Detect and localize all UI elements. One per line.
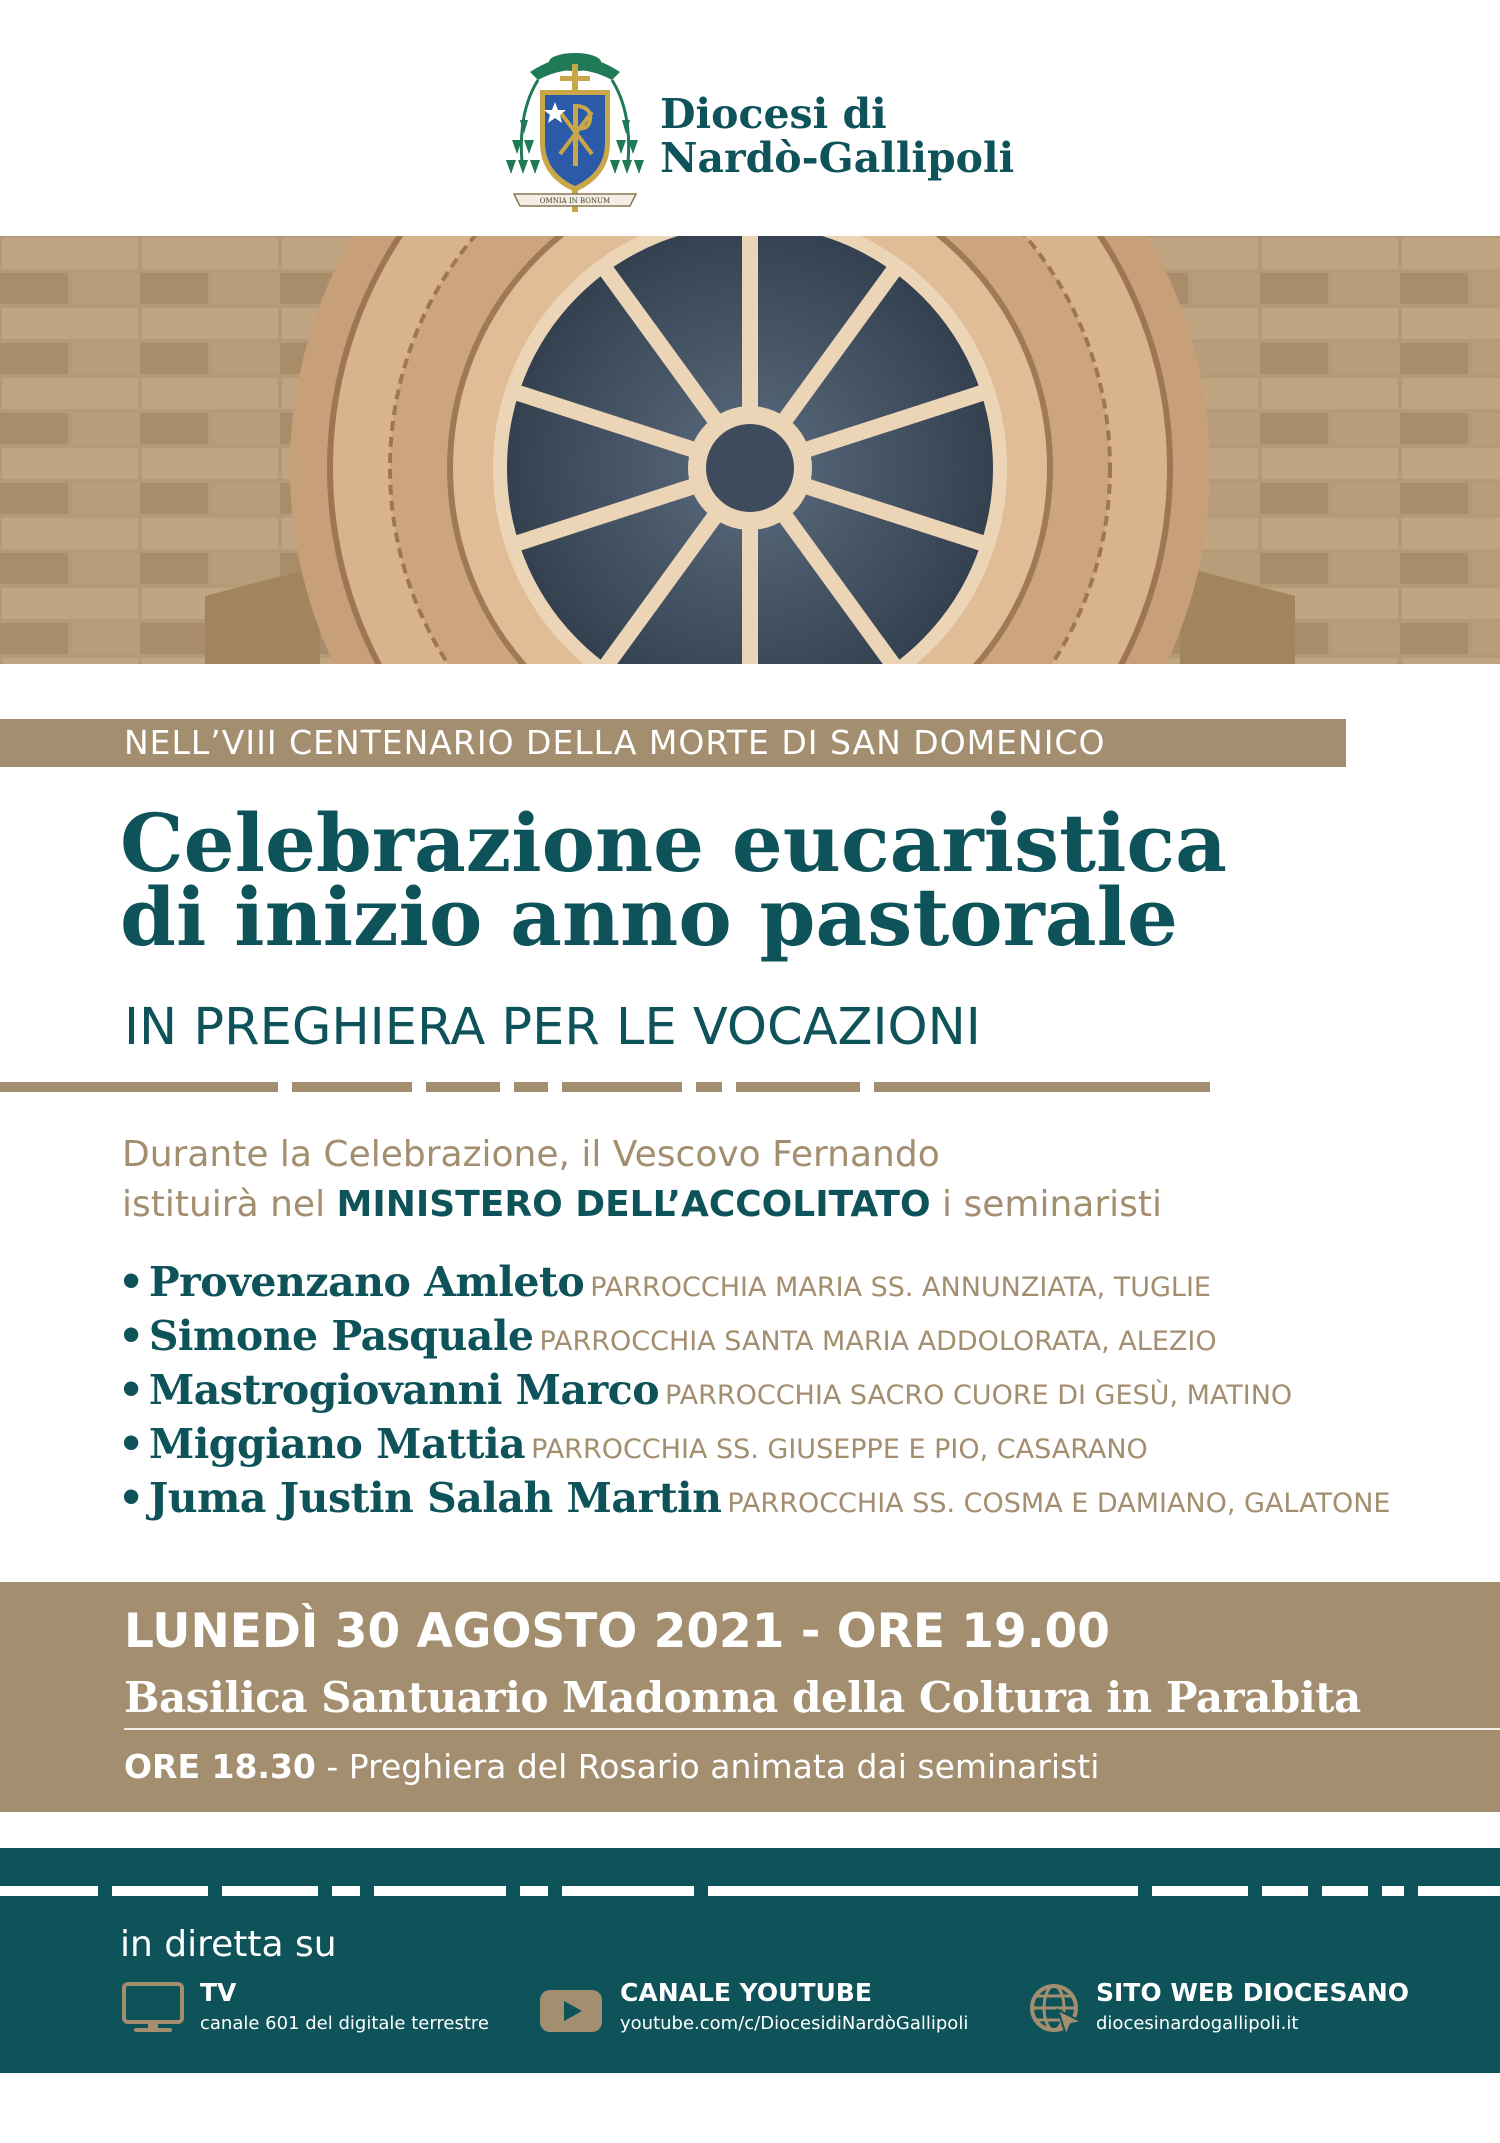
event-details-band: [0, 1582, 1500, 1812]
footer-divider: [0, 1886, 1500, 1896]
live-label: in diretta su: [120, 1924, 337, 1965]
seminarian-parish: PARROCCHIA SANTA MARIA ADDOLORATA, ALEZIO: [539, 1326, 1217, 1357]
intro-line-2: istituirà nel MINISTERO DELL’ACCOLITATO i seminaristi: [122, 1184, 1163, 1225]
ministry-name: MINISTERO DELL’ACCOLITATO: [336, 1184, 931, 1225]
diocese-brand: [660, 92, 1014, 180]
list-item: • Miggiano Mattia PARROCCHIA SS. GIUSEPPE E PIO, CASARANO: [118, 1420, 1148, 1468]
event-title-line-1: Celebrazione eucaristica: [120, 796, 1227, 890]
channel-website-title: SITO WEB DIOCESANO: [1096, 1978, 1409, 2007]
channel-tv-title: TV: [200, 1978, 237, 2007]
event-subtitle: IN PREGHIERA PER LE VOCAZIONI: [124, 998, 981, 1057]
seminarian-parish: PARROCCHIA MARIA SS. ANNUNZIATA, TUGLIE: [590, 1272, 1211, 1303]
ceremony-intro: [122, 1130, 1162, 1230]
list-item: • Provenzano Amleto PARROCCHIA MARIA SS. ANNUNZIATA, TUGLIE: [118, 1258, 1211, 1306]
rosary-note: ORE 18.30 - Preghiera del Rosario animata dai seminaristi: [124, 1747, 1100, 1786]
channel-youtube-url[interactable]: youtube.com/c/DiocesidiNardòGallipoli: [620, 2013, 969, 2034]
brand-line-1: Diocesi di: [660, 90, 887, 138]
seminarian-name: Juma Justin Salah Martin: [148, 1474, 722, 1522]
broadcast-footer: [0, 1848, 1500, 2073]
list-item: • Simone Pasquale PARROCCHIA SANTA MARIA ADDOLORATA, ALEZIO: [118, 1312, 1217, 1360]
globe-cursor-icon: [1028, 1982, 1084, 2042]
seminarian-name: Simone Pasquale: [148, 1312, 534, 1360]
seminarian-parish: PARROCCHIA SACRO CUORE DI GESÙ, MATINO: [665, 1380, 1293, 1411]
brand-line-2: Nardò-Gallipoli: [660, 134, 1015, 182]
rosary-time: ORE 18.30: [124, 1747, 316, 1786]
seminarian-parish: PARROCCHIA SS. GIUSEPPE E PIO, CASARANO: [531, 1434, 1148, 1465]
channel-youtube-title: CANALE YOUTUBE: [620, 1978, 872, 2007]
youtube-icon: [540, 1990, 602, 2036]
intro-line-1: Durante la Celebrazione, il Vescovo Fernando: [122, 1134, 940, 1175]
list-item: • Juma Justin Salah Martin PARROCCHIA SS. COSMA E DAMIANO, GALATONE: [118, 1474, 1391, 1522]
tv-icon: [122, 1982, 184, 2038]
seminarian-parish: PARROCCHIA SS. COSMA E DAMIANO, GALATONE: [727, 1488, 1391, 1519]
event-venue: Basilica Santuario Madonna della Coltura in Parabita: [124, 1673, 1361, 1722]
event-divider: [124, 1728, 1500, 1730]
rose-window-photo: [0, 236, 1500, 664]
channel-tv-subtitle: canale 601 del digitale terrestre: [200, 2013, 490, 2034]
seminarian-name: Mastrogiovanni Marco: [148, 1366, 660, 1414]
channel-youtube: [540, 1978, 1020, 2048]
seminarian-name: Miggiano Mattia: [148, 1420, 526, 1468]
crest-motto: OMNIA IN BONUM: [539, 197, 611, 205]
centenary-banner: NELL’VIII CENTENARIO DELLA MORTE DI SAN DOMENICO: [0, 719, 1346, 767]
event-date-time: LUNEDÌ 30 AGOSTO 2021 - ORE 19.00: [124, 1604, 1110, 1659]
channel-website: [1028, 1978, 1468, 2048]
channel-website-url[interactable]: diocesinardogallipoli.it: [1096, 2013, 1299, 2034]
diocese-coat-of-arms: [500, 42, 650, 220]
channel-tv: [122, 1978, 542, 2048]
seminarian-name: Provenzano Amleto: [148, 1258, 585, 1306]
title-divider: [0, 1082, 1210, 1092]
event-title-line-2: di inizio anno pastorale: [120, 870, 1178, 964]
list-item: • Mastrogiovanni Marco PARROCCHIA SACRO CUORE DI GESÙ, MATINO: [118, 1366, 1293, 1414]
